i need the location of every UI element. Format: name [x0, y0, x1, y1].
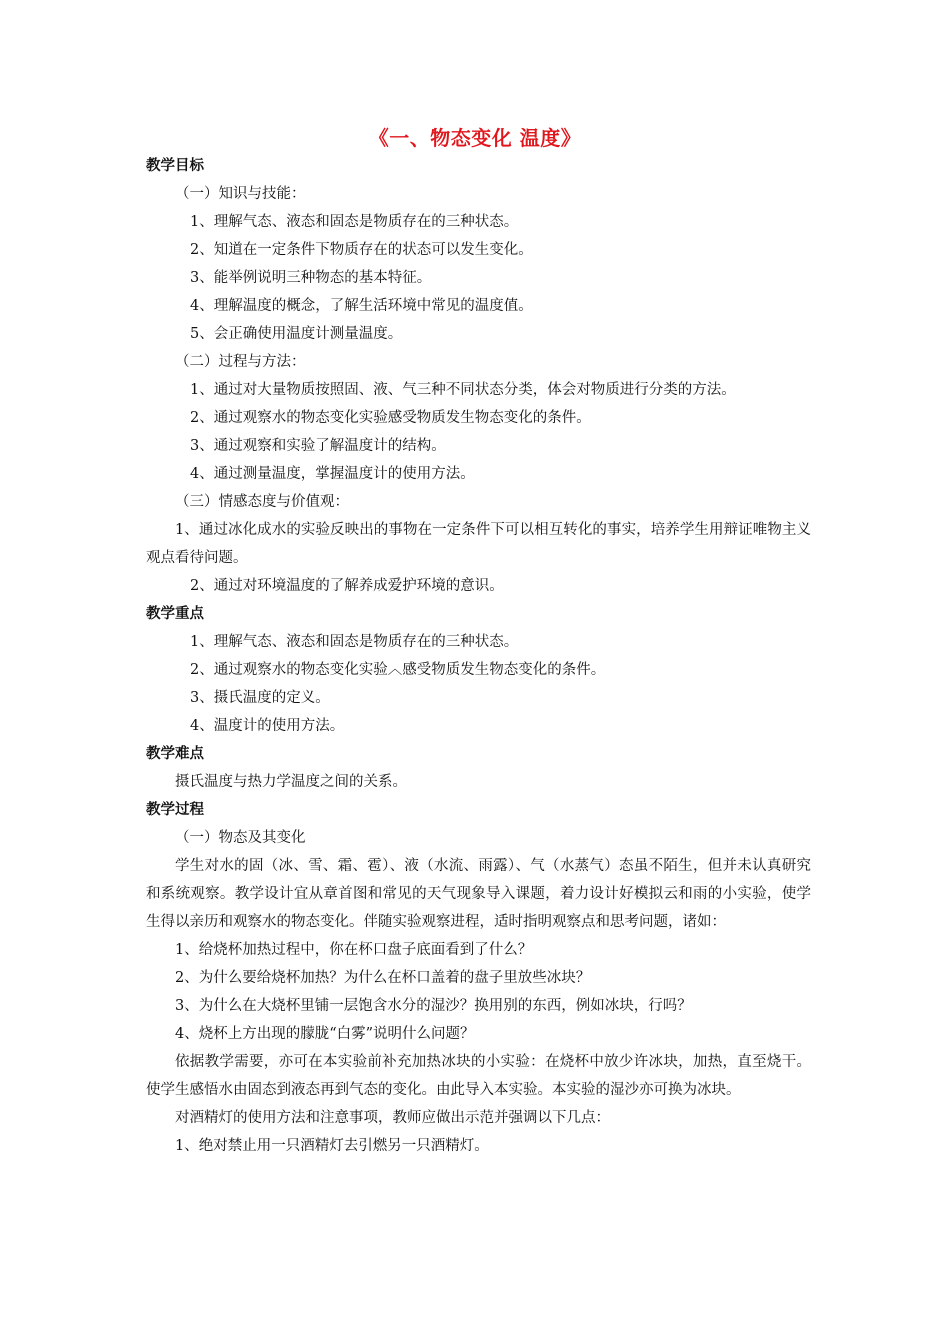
- section-heading-process: 教学过程: [146, 802, 204, 818]
- list-item: 4、通过测量温度，掌握温度计的使用方法。: [190, 466, 475, 482]
- list-item: 1、给烧杯加热过程中，你在杯口盘子底面看到了什么？: [175, 942, 533, 958]
- paragraph-lamp: 对酒精灯的使用方法和注意事项，教师应做出示范并强调以下几点：: [175, 1110, 610, 1126]
- list-item: 1、绝对禁止用一只酒精灯去引燃另一只酒精灯。: [175, 1138, 489, 1154]
- list-item: 4、理解温度的概念，了解生活环境中常见的温度值。: [190, 298, 533, 314]
- list-item: 3、通过观察和实验了解温度计的结构。: [190, 438, 446, 454]
- section-heading-goals: 教学目标: [146, 158, 204, 174]
- section-heading-difficulty: 教学难点: [146, 746, 204, 762]
- subheading-process: （二）过程与方法：: [175, 354, 306, 370]
- subheading-states: （一）物态及其变化: [175, 830, 306, 846]
- list-item: 2、知道在一定条件下物质存在的状态可以发生变化。: [190, 242, 533, 258]
- difficulty-text: 摄氏温度与热力学温度之间的关系。: [175, 774, 407, 790]
- subheading-emotion: （三）情感态度与价值观：: [175, 494, 349, 510]
- list-item: 4、温度计的使用方法。: [190, 718, 345, 734]
- list-item: 1、理解气态、液态和固态是物质存在的三种状态。: [190, 634, 519, 650]
- document-title: 《一、物态变化 温度》: [368, 126, 582, 150]
- paragraph-emotion-1: 1、通过冰化成水的实验反映出的事物在一定条件下可以相互转化的事实，培养学生用辩证唯物主义观点看待问题。: [146, 522, 811, 566]
- list-item: 2、通过观察水的物态变化实验感受物质发生物态变化的条件。: [190, 410, 591, 426]
- list-item: 3、摄氏温度的定义。: [190, 690, 330, 706]
- subheading-knowledge: （一）知识与技能：: [175, 186, 306, 202]
- list-item: 1、通过对大量物质按照固、液、气三种不同状态分类，体会对物质进行分类的方法。: [190, 382, 736, 398]
- paragraph-intro: 学生对水的固（冰、雪、霜、雹）、液（水流、雨露）、气（水蒸气）态虽不陌生，但并未认真研究和系统观察。教学设计宜从章首图和常见的天气现象导入课题，着力设计好模拟云和雨的小实验，使学生得以亲历和观察水的物态变化。伴随实验观察进程，适时指明观察点和思考问题，诸如：: [146, 858, 811, 930]
- list-item: 2、为什么要给烧杯加热？为什么在杯口盖着的盘子里放些冰块？: [175, 970, 591, 986]
- list-item: 5、会正确使用温度计测量温度。: [190, 326, 403, 342]
- list-item: 2、通过观察水的物态变化实验︿感受物质发生物态变化的条件。: [190, 662, 606, 678]
- section-heading-key-points: 教学重点: [146, 606, 204, 622]
- paragraph-supplement: 依据教学需要，亦可在本实验前补充加热冰块的小实验：在烧杯中放少许冰块，加热，直至烧干。使学生感悟水由固态到液态再到气态的变化。由此导入本实验。本实验的湿沙亦可换为冰块。: [146, 1054, 811, 1098]
- list-item: 4、烧杯上方出现的朦胧“白雾”说明什么问题？: [175, 1026, 475, 1042]
- list-item: 3、为什么在大烧杯里铺一层饱含水分的湿沙？换用别的东西，例如冰块，行吗？: [175, 998, 692, 1014]
- content-body: [146, 152, 811, 1160]
- list-item: 3、能举例说明三种物态的基本特征。: [190, 270, 432, 286]
- list-item: 2、通过对环境温度的了解养成爱护环境的意识。: [190, 578, 504, 594]
- list-item: 1、理解气态、液态和固态是物质存在的三种状态。: [190, 214, 519, 230]
